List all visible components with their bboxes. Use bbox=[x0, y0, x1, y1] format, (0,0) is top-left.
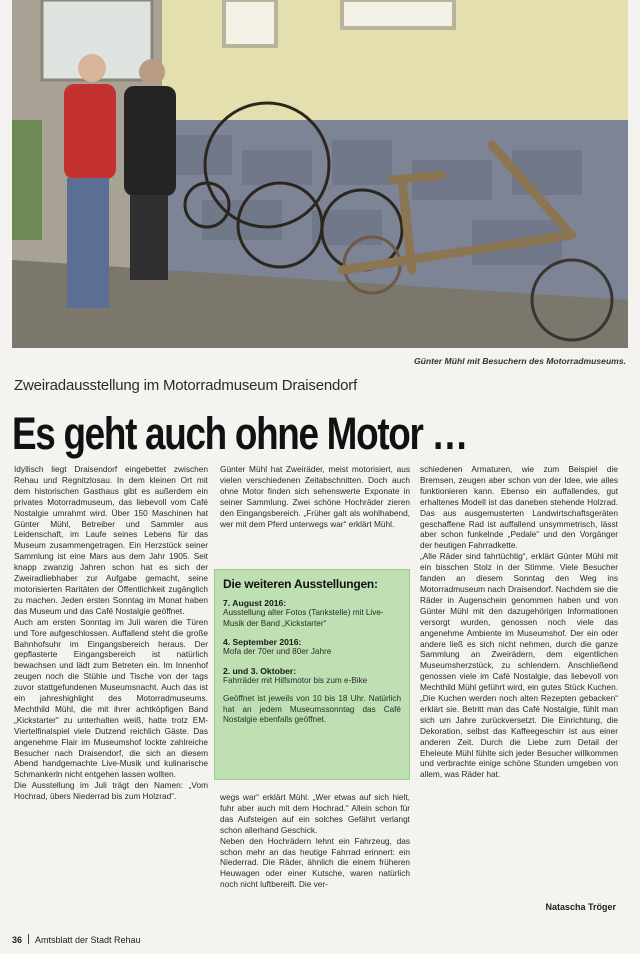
paragraph: wegs war“ erklärt Mühl. „Wer etwas auf sich hielt, fuhr aber auch mit dem Hochrad.“ Allein schon für das Aufsteigen auf ein solches Gefährt verlangt schon allerhand Geschick. bbox=[220, 792, 410, 835]
info-item bbox=[223, 637, 401, 658]
paragraph: „Alle Räder sind fahrtüchtig“, erklärt Günter Mühl mit ein bisschen Stolz in der Stimme. Viele Besucher fanden an diesem Sonntag den Weg ins Motorradmuseum nach Draisendorf. Nachdem sie die Räder in Augenschein genommen haben und von Günter Mühl mit den dazugehörigen Informationen versorgt wurden, genossen noch viele das angenehme Ambiente im Museumshof. Der ein oder andere ließ es sich nicht nehmen, durch die ganze Sammlung an Zweirädern, dem eigentlichen Museumsherzstück, zu schlendern. Anschließend genossen viele im Café Nostalgie, das liebevoll von Mechthild Mühl geführt wird, ein gutes Stück Kuchen. „Die Kuchen werden noch alten Rezepten gebacken“ erklärt sie. Betritt man das Café Nostalgie, fühlt man sich um Jahre zurückversetzt. Die Einrichtung, die Dekoration, selbst das Kaffeegeschirr ist aus einer anderen Zeit. Durch die Liebe zum Detail der Eheleute Mühl fühlte sich jeder Besucher willkommen und verbrachte einige schöne Stunden umgeben von allem, was Räder hat. bbox=[420, 551, 618, 780]
info-box-note: Geöffnet ist jeweils von 10 bis 18 Uhr. Natürlich hat an jedem Museumssonntag das Café Nostalgie ebenfalls geöffnet. bbox=[223, 694, 401, 724]
author-signature: Natascha Tröger bbox=[545, 902, 616, 912]
page-footer bbox=[12, 934, 141, 945]
info-item-date: 7. August 2016: bbox=[223, 598, 287, 608]
exhibitions-info-box bbox=[214, 569, 410, 780]
footer-divider bbox=[28, 934, 29, 944]
article-column-2-bottom bbox=[220, 792, 410, 890]
article-headline: Es geht auch ohne Motor … bbox=[12, 408, 468, 459]
article-photo bbox=[12, 0, 628, 348]
article-column-2-top bbox=[220, 464, 410, 529]
article-column-3 bbox=[420, 464, 618, 780]
paragraph: schiedenen Armaturen, wie zum Beispiel die Bremsen, zeugen aber schon von der Idee, wie alles funktionieren kann. Ebenso ein auffallendes, gut erhaltenes Modell ist das daneben stehende Holzrad. Das aus ausgemusterten Landwirtschaftsgeräten geschaffene Rad ist auffallend unsymmetrisch, lässt aber schon funkelnde „Pedale“ und den Vorgänger der heutigen Fahrradkette. bbox=[420, 464, 618, 551]
paragraph: Neben den Hochrädern lehnt ein Fahrzeug, das schon mehr an das heutige Fahrrad erinnert: ein Niederrad. Die Räder, ähnlich die einem früheren Heuwagen oder einer Kutsche, waren natürlich noch nicht luftbereift. Die ver- bbox=[220, 835, 410, 890]
article-column-1 bbox=[14, 464, 208, 802]
info-item-date: 2. und 3. Oktober: bbox=[223, 665, 297, 676]
info-item-date: 4. September 2016: bbox=[223, 637, 302, 647]
info-box-title: Die weiteren Ausstellungen: bbox=[223, 577, 378, 591]
info-item-desc: Ausstellung alter Fotos (Tankstelle) mit Live-Musik der Band „Kickstarter“ bbox=[223, 608, 384, 628]
photo-caption: Günter Mühl mit Besuchern des Motorradmuseums. bbox=[413, 356, 626, 366]
paragraph: Auch am ersten Sonntag im Juli waren die Türen und Tore aufgeschlossen. Auffallend steht die große Bahnhofsuhr im Eingangsbereich heraus. Der gepflasterte Eingangsbereich ist natürlich bewachsen und lädt zum Betreten ein. Im Innenhof zeugen noch die Stühle und Tische von der tags zuvor stattgefundenen Museumsnacht. Auch das ist ein jahreshighlight des Motorradmuseums. Mechthild Mühl, die mit ihrer achtköpfigen Band „Kickstarter“ zu unterhalten weiß, hatte trotz EM-Viertelfinalspiel viele Dutzend reichlich Gäste. Das angenehme Flair im Museumshof lockte zahlreiche Besucher nach Draisendorf, die sich an diesem Abend handgemachte Live-Musik und kulinarische Schmankerln nicht entgehen lassen wollten. bbox=[14, 616, 208, 780]
paragraph: Die Ausstellung im Juli trägt den Namen: „Vom Hochrad, übers Niederrad bis zum Holzrad“. bbox=[14, 780, 208, 802]
museum-courtyard-photo bbox=[12, 0, 628, 348]
publication-name: Amtsblatt der Stadt Rehau bbox=[35, 935, 141, 945]
paragraph: Idyllisch liegt Draisendorf eingebettet zwischen Rehau und Regnitzlosau. In dem kleinen Ort mit dem historischen Gasthaus gibt es außerdem ein privates Motorradmuseum, das liebevoll vom Café Nostalgie umrahmt wird. Über 150 Maschinen hat Günter Mühl, Betreiber und Sammler aus Leidenschaft, im Laufe seines Lebens für das Museum zusammengetragen. Ein Herzstück seiner Sammlung ist eine Mars aus dem Jahr 1905. Seit knapp zwanzig Jahren schon hat es sich der Zweiradliebhaber zur Aufgabe gemacht, seine motorisierten Raritäten der Öffentlichkeit zugänglich zu machen. Jeden ersten Sonntag im Monat haben das Museum und das Café Nostalgie geöffnet. bbox=[14, 464, 208, 616]
info-item-desc: Fahrräder mit Hilfsmotor bis zum e-Bike bbox=[223, 675, 368, 685]
info-item bbox=[223, 666, 401, 687]
info-item bbox=[223, 598, 401, 629]
page-number: 36 bbox=[12, 935, 23, 945]
paragraph: Günter Mühl hat Zweiräder, meist motorisiert, aus vielen verschiedenen Zeitabschnitten. Doch auch ohne Motor finden sich sehenswerte Exponate in seiner Sammlung. Zwei schöne Hochräder zieren den Eingangsbereich. „Früher galt als wohlhabend, wer mit dem Pferd unterwegs war“ erklärt Mühl. bbox=[220, 464, 410, 529]
article-kicker: Zweiradausstellung im Motorradmuseum Draisendorf bbox=[14, 377, 358, 394]
info-item-desc: Mofa der 70er und 80er Jahre bbox=[223, 647, 332, 656]
